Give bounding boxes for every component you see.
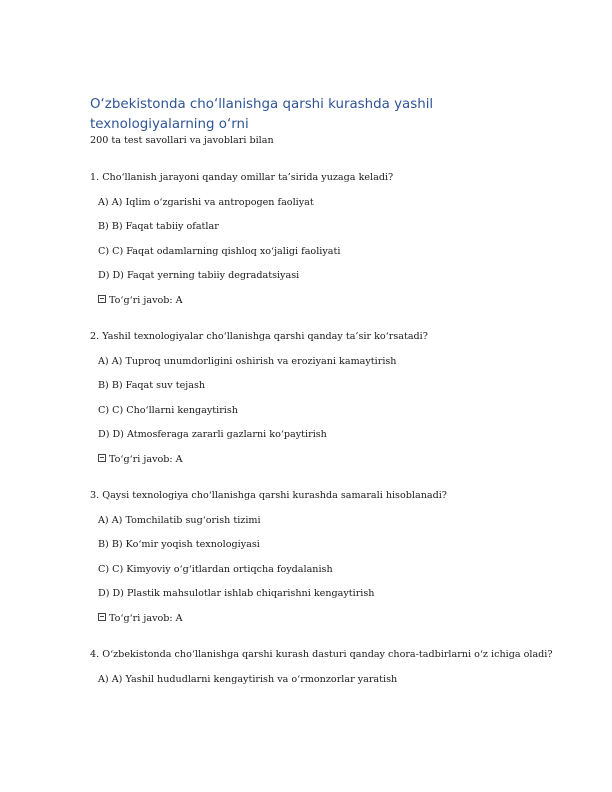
document-title: O‘zbekistonda cho‘llanishga qarshi kurashda yashil texnologiyalarning o‘rni xyxy=(90,97,434,132)
option-a: A) A) Yashil hududlarni kengaytirish va o‘rmonzorlar yaratish xyxy=(98,673,398,685)
correct-answer-label: To‘g‘ri javob: A xyxy=(109,453,183,465)
question-2 xyxy=(90,331,530,466)
option-a: A) A) Tomchilatib sug‘orish tizimi xyxy=(98,514,261,526)
question-4 xyxy=(90,649,553,686)
option-d: D) D) Faqat yerning tabiiy degradatsiyasi xyxy=(98,270,300,281)
option-c: C) C) Kimyoviy o‘g‘itlardan ortiqcha foydalanish xyxy=(98,563,333,575)
option-a: A) A) Tuproq unumdorligini oshirish va eroziyani kamaytirish xyxy=(98,355,397,367)
question-text: 2. Yashil texnologiyalar cho‘llanishga qarshi qanday ta’sir ko‘rsatadi? xyxy=(90,331,428,342)
correct-answer xyxy=(98,295,530,307)
option-c: C) C) Cho‘llarni kengaytirish xyxy=(98,404,238,416)
correct-answer xyxy=(98,454,530,466)
option-d: D) D) Plastik mahsulotlar ishlab chiqarishni kengaytirish xyxy=(98,588,375,599)
option-b: B) B) Ko‘mir yoqish texnologiyasi xyxy=(98,539,260,550)
checkbox-icon xyxy=(98,613,106,621)
checkbox-icon xyxy=(98,295,106,303)
option-c: C) C) Faqat odamlarning qishloq xo‘jaligi faoliyati xyxy=(98,245,341,257)
question-text: 4. O‘zbekistonda cho‘llanishga qarshi kurash dasturi qanday chora-tadbirlarni o‘z ichiga oladi? xyxy=(90,649,553,660)
correct-answer-label: To‘g‘ri javob: A xyxy=(109,294,183,306)
question-3 xyxy=(90,490,530,625)
question-list xyxy=(90,172,553,698)
question-1 xyxy=(90,172,530,307)
correct-answer xyxy=(98,613,530,625)
document-subtitle: 200 ta test savollari va javoblari bilan xyxy=(90,135,274,146)
correct-answer-label: To‘g‘ri javob: A xyxy=(109,612,183,624)
option-d: D) D) Atmosferaga zararli gazlarni ko‘paytirish xyxy=(98,429,327,440)
question-text: 3. Qaysi texnologiya cho‘llanishga qarshi kurashda samarali hisoblanadi? xyxy=(90,490,447,501)
option-a: A) A) Iqlim o‘zgarishi va antropogen faoliyat xyxy=(98,196,314,208)
option-b: B) B) Faqat suv tejash xyxy=(98,380,206,391)
question-text: 1. Cho‘llanish jarayoni qanday omillar ta’sirida yuzaga keladi? xyxy=(90,172,394,183)
option-b: B) B) Faqat tabiiy ofatlar xyxy=(98,221,219,232)
checkbox-icon xyxy=(98,454,106,462)
